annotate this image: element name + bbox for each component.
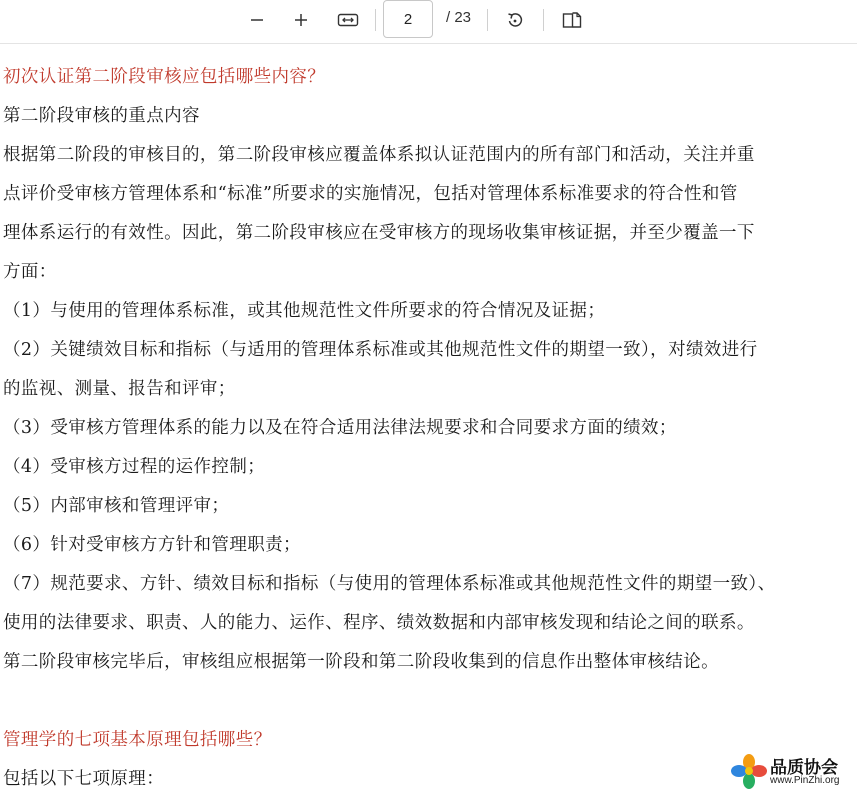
paragraph-line: 点评价受审核方管理体系和“标准”所要求的实施情况，包括对管理体系标准要求的符合性和管 [3, 184, 738, 204]
watermark-logo [730, 752, 855, 792]
paragraph-line: 包括以下七项原理： [3, 769, 165, 789]
fit-width-button[interactable] [332, 6, 364, 34]
paragraph-line: 第二阶段审核完毕后，审核组应根据第一阶段和第二阶段收集到的信息作出整体审核结论。 [3, 652, 719, 672]
page-number-input[interactable] [383, 0, 433, 38]
paragraph-line: （5）内部审核和管理评审； [3, 496, 230, 516]
paragraph-line: 方面： [3, 262, 57, 282]
fit-width-icon [337, 12, 359, 28]
rotate-icon [505, 10, 525, 30]
paragraph-line: （4）受审核方过程的运作控制； [3, 457, 266, 477]
zoom-out-button[interactable] [241, 6, 273, 34]
paragraph-line: 根据第二阶段的审核目的，第二阶段审核应覆盖体系拟认证范围内的所有部门和活动，关注并重 [3, 145, 755, 165]
page-view-button[interactable] [556, 6, 588, 34]
paragraph-line: （2）关键绩效目标和指标（与适用的管理体系标准或其他规范性文件的期望一致），对绩效进行 [3, 340, 758, 360]
document-page [3, 58, 853, 799]
rotate-button[interactable] [499, 6, 531, 34]
paragraph-line: （6）针对受审核方方针和管理职责； [3, 535, 301, 555]
toolbar-separator [375, 9, 376, 31]
pdf-toolbar [0, 0, 857, 44]
paragraph-line: 的监视、测量、报告和评审； [3, 379, 236, 399]
paragraph-line: 使用的法律要求、职责、人的能力、运作、程序、绩效数据和内部审核发现和结论之间的联系。 [3, 613, 755, 633]
page-view-icon [562, 11, 582, 29]
paragraph-line: （7）规范要求、方针、绩效目标和指标（与使用的管理体系标准或其他规范性文件的期望一致）、 [3, 574, 776, 594]
logo-url: www.PinZhi.org [770, 775, 840, 786]
paragraph-line: （1）与使用的管理体系标准，或其他规范性文件所要求的符合情况及证据； [3, 301, 606, 321]
logo-flower-icon [730, 753, 768, 791]
section-heading: 管理学的七项基本原理包括哪些？ [3, 730, 272, 750]
toolbar-separator [543, 9, 544, 31]
paragraph-line: 第二阶段审核的重点内容 [3, 106, 200, 126]
paragraph-line: 理体系运行的有效性。因此，第二阶段审核应在受审核方的现场收集审核证据，并至少覆盖一下 [3, 223, 755, 243]
plus-icon [293, 12, 309, 28]
section-heading: 初次认证第二阶段审核应包括哪些内容？ [3, 67, 326, 87]
zoom-in-button[interactable] [285, 6, 317, 34]
minus-icon [249, 12, 265, 28]
blank-line [3, 682, 853, 721]
page-total-label: / 23 [446, 9, 472, 26]
toolbar-separator [487, 9, 488, 31]
logo-name: 品质协会 [770, 758, 838, 778]
paragraph-line: （3）受审核方管理体系的能力以及在符合适用法律法规要求和合同要求方面的绩效； [3, 418, 677, 438]
